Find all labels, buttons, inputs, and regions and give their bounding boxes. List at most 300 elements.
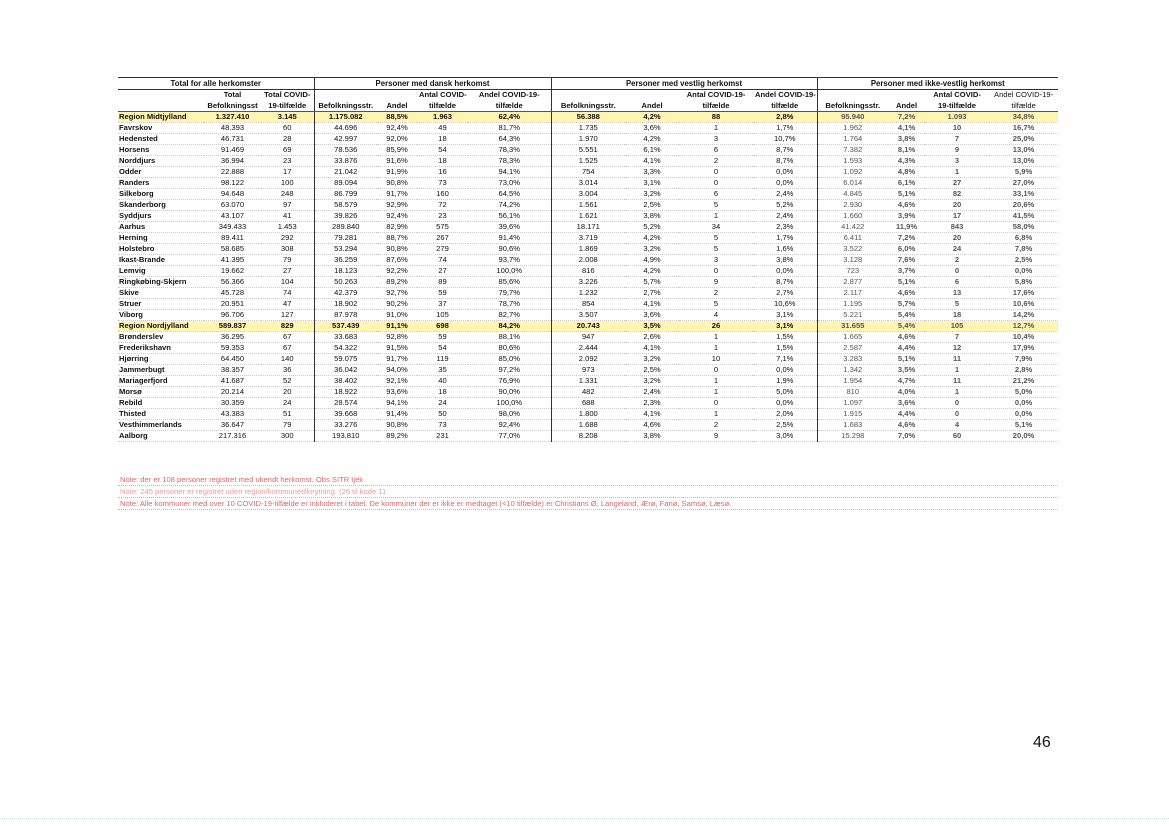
- table-cell: 23: [417, 211, 468, 222]
- table-cell: 2.092: [551, 354, 625, 365]
- table-cell: 6.411: [817, 233, 888, 244]
- table-cell: 64,5%: [468, 189, 551, 200]
- table-cell: 5: [679, 299, 753, 310]
- table-cell: 40: [417, 376, 468, 387]
- table-cell: 15.298: [817, 431, 888, 442]
- table-cell: 9: [925, 145, 989, 156]
- table-cell: 0: [679, 178, 753, 189]
- table-cell: 2: [679, 420, 753, 431]
- table-cell: 92,4%: [468, 420, 551, 431]
- table-cell: 3,2%: [625, 354, 679, 365]
- table-cell: 27: [417, 266, 468, 277]
- table-cell: 193.810: [314, 431, 377, 442]
- row-name: Herning: [118, 233, 204, 244]
- table-cell: 1,5%: [753, 332, 817, 343]
- table-row: [118, 233, 1058, 244]
- col-header: Andel: [377, 100, 417, 112]
- table-cell: 17: [925, 211, 989, 222]
- table-cell: 20,6%: [989, 200, 1058, 211]
- table-cell: 56.388: [551, 112, 625, 123]
- table-cell: 79: [261, 420, 314, 431]
- table-cell: 41.422: [817, 222, 888, 233]
- table-cell: 69: [261, 145, 314, 156]
- table-cell: 2.930: [817, 200, 888, 211]
- table-cell: 90,0%: [468, 387, 551, 398]
- table-cell: 2,5%: [625, 200, 679, 211]
- col-header-name: [118, 90, 204, 101]
- table-row: [118, 288, 1058, 299]
- table-cell: 88,1%: [468, 332, 551, 343]
- row-name: Jammerbugt: [118, 365, 204, 376]
- row-name: Region Midtjylland: [118, 112, 204, 123]
- table-cell: 4.845: [817, 189, 888, 200]
- table-cell: 18.902: [314, 299, 377, 310]
- table-cell: 11,9%: [888, 222, 925, 233]
- table-cell: 92,7%: [377, 288, 417, 299]
- table-cell: 23: [261, 156, 314, 167]
- table-cell: 2,5%: [625, 365, 679, 376]
- table-cell: 5,2%: [753, 200, 817, 211]
- table-cell: 7,9%: [989, 354, 1058, 365]
- table-cell: 4,8%: [888, 167, 925, 178]
- table-cell: 2.444: [551, 343, 625, 354]
- table-cell: 4,2%: [625, 233, 679, 244]
- table-cell: 4,6%: [888, 332, 925, 343]
- table-cell: 18.171: [551, 222, 625, 233]
- table-cell: 41,5%: [989, 211, 1058, 222]
- table-cell: 248: [261, 189, 314, 200]
- table-cell: 20.951: [204, 299, 261, 310]
- table-cell: 1.593: [817, 156, 888, 167]
- table-cell: 349.433: [204, 222, 261, 233]
- table-cell: 38.402: [314, 376, 377, 387]
- table-cell: 4,6%: [625, 420, 679, 431]
- table-cell: 1,7%: [753, 233, 817, 244]
- table-cell: 3,2%: [625, 376, 679, 387]
- row-name: Skive: [118, 288, 204, 299]
- table-cell: 90,8%: [377, 178, 417, 189]
- table-cell: 292: [261, 233, 314, 244]
- table-cell: 27: [261, 266, 314, 277]
- table-cell: 90,8%: [377, 420, 417, 431]
- table-cell: 91,7%: [377, 354, 417, 365]
- table-cell: 36.994: [204, 156, 261, 167]
- table-row: [118, 200, 1058, 211]
- table-cell: 82,9%: [377, 222, 417, 233]
- table-cell: 34: [679, 222, 753, 233]
- row-name: Hedensted: [118, 134, 204, 145]
- table-cell: 4,1%: [625, 299, 679, 310]
- table-cell: 91,1%: [377, 321, 417, 332]
- group-header-vestlig: Personer med vestlig herkomst: [551, 78, 817, 90]
- table-cell: 3,2%: [625, 244, 679, 255]
- table-cell: 100,0%: [468, 398, 551, 409]
- table-cell: 85,9%: [377, 145, 417, 156]
- table-cell: 1,6%: [753, 244, 817, 255]
- table-cell: 7,2%: [888, 112, 925, 123]
- table-row: [118, 409, 1058, 420]
- table-row: [118, 167, 1058, 178]
- table-cell: 2.587: [817, 343, 888, 354]
- table-cell: 2,0%: [753, 409, 817, 420]
- row-name: Syddjurs: [118, 211, 204, 222]
- table-cell: 41.395: [204, 255, 261, 266]
- table-cell: 104: [261, 277, 314, 288]
- table-cell: 1.735: [551, 123, 625, 134]
- table-cell: 81,7%: [468, 123, 551, 134]
- table-cell: 1.970: [551, 134, 625, 145]
- col-header: Befolkningsstr.: [817, 100, 888, 112]
- table-cell: 3.719: [551, 233, 625, 244]
- table-cell: 0: [679, 266, 753, 277]
- table-cell: 20.214: [204, 387, 261, 398]
- table-cell: 1.660: [817, 211, 888, 222]
- table-cell: 74: [261, 288, 314, 299]
- table-row: [118, 431, 1058, 442]
- table-cell: 59.075: [314, 354, 377, 365]
- table-cell: 1.525: [551, 156, 625, 167]
- table-cell: 10,7%: [753, 134, 817, 145]
- table-cell: 79,7%: [468, 288, 551, 299]
- table-cell: 6: [679, 145, 753, 156]
- table-cell: 98.122: [204, 178, 261, 189]
- table-cell: 36.042: [314, 365, 377, 376]
- col-header: Andel: [625, 100, 679, 112]
- table-cell: 231: [417, 431, 468, 442]
- table-row: [118, 145, 1058, 156]
- table-cell: 2,7%: [625, 288, 679, 299]
- table-cell: 77,0%: [468, 431, 551, 442]
- table-cell: 91,9%: [377, 167, 417, 178]
- table-cell: 2,7%: [753, 288, 817, 299]
- table-cell: 26: [679, 321, 753, 332]
- table-cell: 20: [925, 233, 989, 244]
- table-cell: 91,0%: [377, 310, 417, 321]
- table-cell: 3,8%: [625, 211, 679, 222]
- table-cell: 4,2%: [625, 134, 679, 145]
- table-cell: 279: [417, 244, 468, 255]
- table-cell: 49: [417, 123, 468, 134]
- table-cell: 56.366: [204, 277, 261, 288]
- table-cell: 92,2%: [377, 266, 417, 277]
- table-cell: 67: [261, 332, 314, 343]
- table-cell: 2,4%: [753, 211, 817, 222]
- table-cell: 1.665: [817, 332, 888, 343]
- table-cell: 74,2%: [468, 200, 551, 211]
- table-cell: 50.263: [314, 277, 377, 288]
- table-cell: 7: [925, 332, 989, 343]
- table-cell: 36.647: [204, 420, 261, 431]
- table-cell: 816: [551, 266, 625, 277]
- table-cell: 5,0%: [753, 387, 817, 398]
- table-cell: 4,1%: [625, 156, 679, 167]
- table-cell: 82: [925, 189, 989, 200]
- page-number: 46: [1033, 734, 1051, 751]
- table-row: [118, 343, 1058, 354]
- table-cell: 754: [551, 167, 625, 178]
- table-cell: 5: [925, 299, 989, 310]
- table-cell: 48.393: [204, 123, 261, 134]
- table-row: [118, 211, 1058, 222]
- table-cell: 35: [417, 365, 468, 376]
- table-cell: 2.008: [551, 255, 625, 266]
- table-cell: 0: [925, 398, 989, 409]
- table-cell: 3,1%: [625, 178, 679, 189]
- table-cell: 10: [679, 354, 753, 365]
- col-header: [817, 90, 888, 101]
- table-cell: 64.450: [204, 354, 261, 365]
- table-cell: 12: [925, 343, 989, 354]
- table-cell: 27: [925, 178, 989, 189]
- table-cell: 25,0%: [989, 134, 1058, 145]
- table-cell: 39.668: [314, 409, 377, 420]
- table-cell: 79.281: [314, 233, 377, 244]
- table-cell: 18: [417, 156, 468, 167]
- row-name: Vesthimmerlands: [118, 420, 204, 431]
- table-cell: 97: [261, 200, 314, 211]
- table-cell: 973: [551, 365, 625, 376]
- table-cell: 60: [925, 431, 989, 442]
- table-cell: 3: [679, 134, 753, 145]
- table-cell: 24: [925, 244, 989, 255]
- table-cell: 89.094: [314, 178, 377, 189]
- table-cell: 42.379: [314, 288, 377, 299]
- table-cell: 4,2%: [625, 266, 679, 277]
- row-name: Hjørring: [118, 354, 204, 365]
- table-cell: 89.411: [204, 233, 261, 244]
- table-cell: 1: [679, 387, 753, 398]
- col-header: tilfælde: [753, 100, 817, 112]
- table-cell: 589.837: [204, 321, 261, 332]
- table-cell: 19.662: [204, 266, 261, 277]
- table-cell: 20: [261, 387, 314, 398]
- table-cell: 1.954: [817, 376, 888, 387]
- table-cell: 91,4%: [468, 233, 551, 244]
- table-cell: 3,6%: [888, 398, 925, 409]
- table-cell: 6,1%: [625, 145, 679, 156]
- table-cell: 1.764: [817, 134, 888, 145]
- table-cell: 94.648: [204, 189, 261, 200]
- notes-block: [118, 474, 1058, 510]
- row-name: Frederikshavn: [118, 343, 204, 354]
- table-cell: 9: [679, 431, 753, 442]
- table-cell: 7.382: [817, 145, 888, 156]
- row-name: Holstebro: [118, 244, 204, 255]
- table-cell: 73: [417, 420, 468, 431]
- footer-divider: [0, 818, 1169, 819]
- row-name: Lemvig: [118, 266, 204, 277]
- table-cell: 94,1%: [377, 398, 417, 409]
- table-cell: 8,7%: [753, 156, 817, 167]
- table-cell: 54.322: [314, 343, 377, 354]
- col-header: Befolkningsstr.: [551, 100, 625, 112]
- table-cell: 91,6%: [377, 156, 417, 167]
- table-cell: 53.294: [314, 244, 377, 255]
- table-cell: 94,0%: [377, 365, 417, 376]
- row-name: Ringkøbing-Skjern: [118, 277, 204, 288]
- table-cell: 2,3%: [753, 222, 817, 233]
- table-cell: 2,3%: [625, 398, 679, 409]
- table-cell: 723: [817, 266, 888, 277]
- table-cell: 3,9%: [888, 211, 925, 222]
- table-cell: 4,9%: [625, 255, 679, 266]
- row-name: Norddjurs: [118, 156, 204, 167]
- table-row: [118, 277, 1058, 288]
- table-cell: 1.097: [817, 398, 888, 409]
- table-cell: 2,4%: [753, 189, 817, 200]
- table-cell: 10,6%: [753, 299, 817, 310]
- table-cell: 3: [679, 255, 753, 266]
- table-row: [118, 123, 1058, 134]
- row-name: Viborg: [118, 310, 204, 321]
- group-header-total: Total for alle herkomster: [118, 78, 314, 90]
- table-cell: 85,6%: [468, 277, 551, 288]
- table-cell: 947: [551, 332, 625, 343]
- table-body: [118, 112, 1058, 442]
- table-cell: 3,0%: [753, 431, 817, 442]
- table-cell: 0,0%: [753, 398, 817, 409]
- table-cell: 4,6%: [888, 200, 925, 211]
- table-cell: 5,1%: [888, 354, 925, 365]
- table-cell: 90,2%: [377, 299, 417, 310]
- table-cell: 3,8%: [625, 431, 679, 442]
- table-cell: 46.731: [204, 134, 261, 145]
- table-cell: 5,8%: [989, 277, 1058, 288]
- table-row: [118, 321, 1058, 332]
- table-cell: 85,0%: [468, 354, 551, 365]
- table-cell: 4: [679, 310, 753, 321]
- table-cell: 11: [925, 354, 989, 365]
- col-header: Antal COVID-19-: [686, 90, 746, 99]
- table-cell: 92,1%: [377, 376, 417, 387]
- table-cell: 5.551: [551, 145, 625, 156]
- covid-table-sheet: [118, 77, 1058, 442]
- table-cell: 2.877: [817, 277, 888, 288]
- table-cell: 7,1%: [753, 354, 817, 365]
- table-cell: 89,2%: [377, 431, 417, 442]
- table-cell: 59: [417, 288, 468, 299]
- table-row: [118, 189, 1058, 200]
- table-cell: 3.145: [261, 112, 314, 123]
- row-name: Aarhus: [118, 222, 204, 233]
- table-cell: 0,0%: [989, 409, 1058, 420]
- table-cell: 308: [261, 244, 314, 255]
- table-cell: 300: [261, 431, 314, 442]
- table-cell: 6: [679, 189, 753, 200]
- table-cell: 45.728: [204, 288, 261, 299]
- col-header: 19-tilfælde: [261, 100, 314, 112]
- table-cell: 94,1%: [468, 167, 551, 178]
- table-cell: 78,3%: [468, 145, 551, 156]
- col-header: [314, 90, 377, 101]
- table-cell: 33.276: [314, 420, 377, 431]
- table-cell: 37: [417, 299, 468, 310]
- table-cell: 289.840: [314, 222, 377, 233]
- table-cell: 92,4%: [377, 123, 417, 134]
- table-cell: 0,0%: [753, 178, 817, 189]
- table-row: [118, 420, 1058, 431]
- table-cell: 80,6%: [468, 343, 551, 354]
- table-cell: 1.232: [551, 288, 625, 299]
- table-cell: 1.800: [551, 409, 625, 420]
- table-cell: 1.093: [925, 112, 989, 123]
- table-cell: 6,8%: [989, 233, 1058, 244]
- table-cell: 18: [925, 310, 989, 321]
- table-cell: 73: [417, 178, 468, 189]
- table-cell: 10,4%: [989, 332, 1058, 343]
- col-header: [551, 90, 625, 101]
- table-cell: 6: [925, 277, 989, 288]
- table-cell: 22.888: [204, 167, 261, 178]
- table-cell: 93,7%: [468, 255, 551, 266]
- table-cell: 3.004: [551, 189, 625, 200]
- table-cell: 100: [261, 178, 314, 189]
- table-cell: 0,0%: [989, 266, 1058, 277]
- table-cell: 1: [679, 409, 753, 420]
- col-header: Andel COVID-19-: [468, 90, 551, 101]
- table-cell: 3.283: [817, 354, 888, 365]
- table-cell: 2,6%: [625, 332, 679, 343]
- table-cell: 1.175.082: [314, 112, 377, 123]
- table-cell: 92,0%: [377, 134, 417, 145]
- table-cell: 13,0%: [989, 156, 1058, 167]
- row-name: Randers: [118, 178, 204, 189]
- table-cell: 5: [679, 244, 753, 255]
- table-cell: 20,0%: [989, 431, 1058, 442]
- table-row: [118, 266, 1058, 277]
- table-row: [118, 387, 1058, 398]
- table-cell: 0: [679, 167, 753, 178]
- table-cell: 36.295: [204, 332, 261, 343]
- table-cell: 62,4%: [468, 112, 551, 123]
- col-header: [625, 90, 679, 101]
- table-cell: 1.963: [417, 112, 468, 123]
- table-cell: 0,0%: [753, 266, 817, 277]
- table-cell: 0,0%: [753, 365, 817, 376]
- table-cell: 2: [679, 288, 753, 299]
- table-cell: 72: [417, 200, 468, 211]
- table-cell: 33,1%: [989, 189, 1058, 200]
- row-name: Rebild: [118, 398, 204, 409]
- table-cell: 84,2%: [468, 321, 551, 332]
- table-cell: 91,4%: [377, 409, 417, 420]
- col-header: Total: [223, 90, 242, 99]
- table-cell: 575: [417, 222, 468, 233]
- table-cell: 17,6%: [989, 288, 1058, 299]
- col-header: tilfælde: [679, 100, 753, 112]
- table-cell: 93,6%: [377, 387, 417, 398]
- table-cell: 1.688: [551, 420, 625, 431]
- table-cell: 4,4%: [888, 409, 925, 420]
- table-cell: 21,2%: [989, 376, 1058, 387]
- table-cell: 2.117: [817, 288, 888, 299]
- table-cell: 0: [679, 365, 753, 376]
- table-cell: 1.683: [817, 420, 888, 431]
- table-cell: 95.940: [817, 112, 888, 123]
- table-row: [118, 354, 1058, 365]
- table-cell: 3: [925, 156, 989, 167]
- table-cell: 54: [417, 343, 468, 354]
- table-cell: 1: [679, 123, 753, 134]
- table-cell: 1: [679, 376, 753, 387]
- table-cell: 20.743: [551, 321, 625, 332]
- row-name: Region Nordjylland: [118, 321, 204, 332]
- table-cell: 18: [417, 387, 468, 398]
- table-cell: 13: [925, 288, 989, 299]
- table-cell: 3,3%: [625, 167, 679, 178]
- row-name: Silkeborg: [118, 189, 204, 200]
- table-row: [118, 310, 1058, 321]
